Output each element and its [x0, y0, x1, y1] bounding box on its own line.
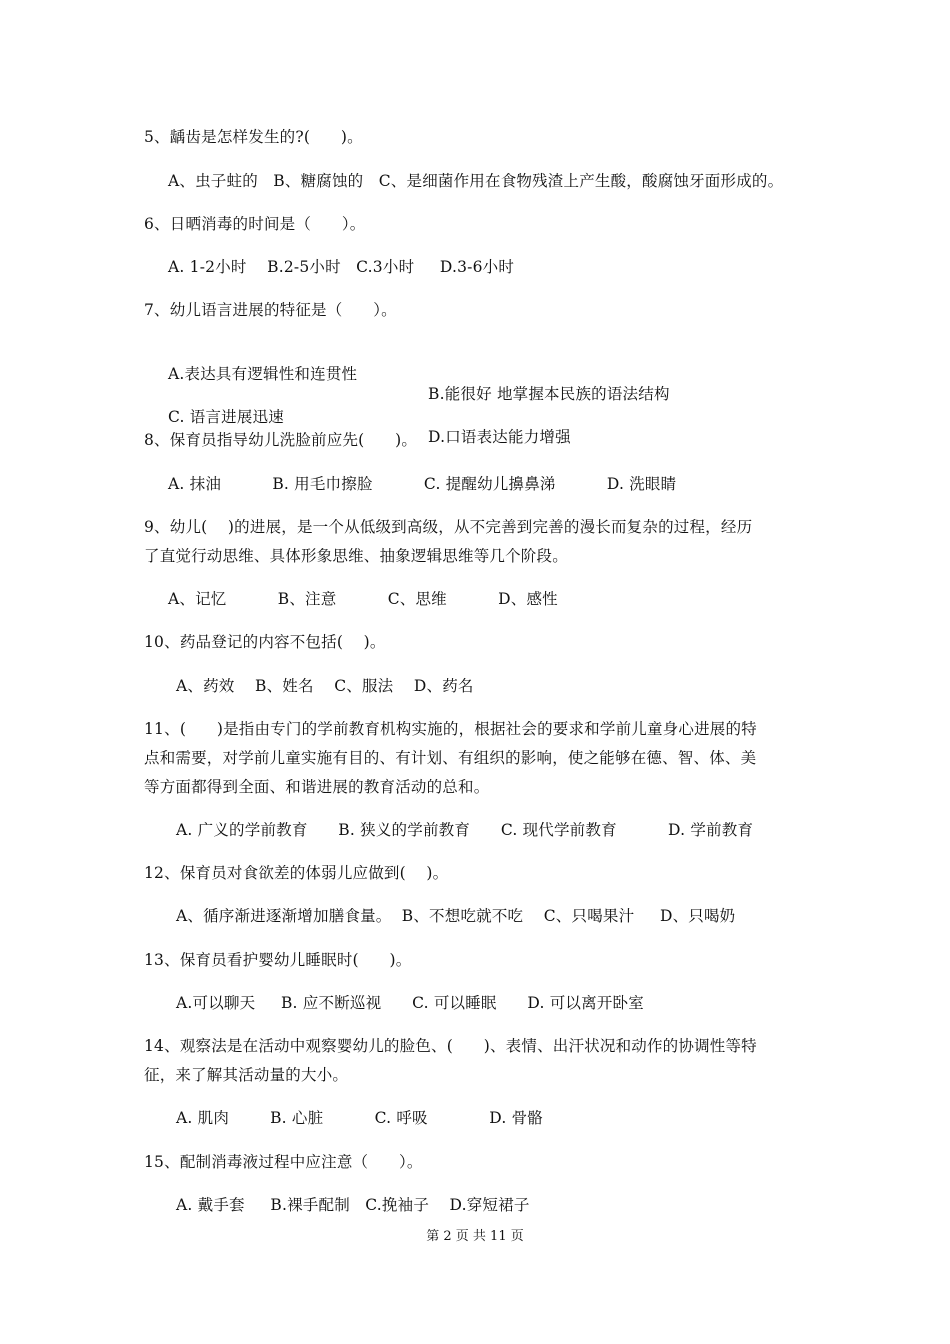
question-5-options: A、虫子蛀的 B、糖腐蚀的 C、是细菌作用在食物残渣上产生酸，酸腐蚀牙面形成的。	[168, 172, 784, 190]
question-11-stem-line2: 点和需要，对学前儿童实施有目的、有计划、有组织的影响，使之能够在德、智、体、美	[144, 749, 757, 767]
question-12-stem: 12、保育员对食欲差的体弱儿应做到( )。	[144, 864, 449, 882]
question-5-stem: 5、龋齿是怎样发生的?( )。	[144, 128, 363, 146]
question-15-options: A. 戴手套 B.裸手配制 C.挽袖子 D.穿短裙子	[176, 1196, 530, 1214]
question-7-stem: 7、幼儿语言进展的特征是（ ）。	[144, 301, 397, 319]
question-7-option-d: D.口语表达能力增强	[428, 428, 571, 446]
question-8-options: A. 抹油 B. 用毛巾擦脸 C. 提醒幼儿擤鼻涕 D. 洗眼睛	[168, 475, 677, 493]
question-7-option-b: B.能很好 地掌握本民族的语法结构	[428, 385, 670, 403]
question-14-options: A. 肌肉 B. 心脏 C. 呼吸 D. 骨骼	[176, 1109, 543, 1127]
question-15-stem: 15、配制消毒液过程中应注意（ ）。	[144, 1153, 423, 1171]
question-10-stem: 10、药品登记的内容不包括( )。	[144, 633, 386, 651]
question-6-stem: 6、日晒消毒的时间是（ ）。	[144, 215, 366, 233]
question-14-stem-line1: 14、观察法是在活动中观察婴幼儿的脸色、( )、表情、出汗状况和动作的协调性等特	[144, 1037, 757, 1055]
question-7-option-a: A.表达具有逻辑性和连贯性	[168, 365, 358, 383]
question-10-options: A、药效 B、姓名 C、服法 D、药名	[176, 677, 474, 695]
question-9-stem-line1: 9、幼儿( )的进展，是一个从低级到高级，从不完善到完善的漫长而复杂的过程，经历	[144, 518, 753, 536]
question-11-options: A. 广义的学前教育 B. 狭义的学前教育 C. 现代学前教育 D. 学前教育	[176, 821, 754, 839]
question-13-options: A.可以聊天 B. 应不断巡视 C. 可以睡眠 D. 可以离开卧室	[176, 994, 644, 1012]
question-13-stem: 13、保育员看护婴幼儿睡眠时( )。	[144, 951, 412, 969]
question-11-stem-line3: 等方面都得到全面、和谐进展的教育活动的总和。	[144, 778, 490, 796]
question-8-stem: 8、保育员指导幼儿洗脸前应先( )。	[144, 431, 418, 449]
question-12-options: A、循序渐进逐渐增加膳食量。 B、不想吃就不吃 C、只喝果汁 D、只喝奶	[176, 907, 736, 925]
page-number-footer: 第 2 页 共 11 页	[426, 1229, 524, 1244]
question-9-stem-line2: 了直觉行动思维、具体形象思维、抽象逻辑思维等几个阶段。	[144, 547, 568, 565]
question-6-options: A. 1-2小时 B.2-5小时 C.3小时 D.3-6小时	[168, 258, 515, 276]
question-7-option-c: C. 语言进展迅速	[168, 408, 284, 426]
question-11-stem-line1: 11、( )是指由专门的学前教育机构实施的，根据社会的要求和学前儿童身心进展的特	[144, 720, 757, 738]
question-9-options: A、记忆 B、注意 C、思维 D、感性	[168, 590, 558, 608]
question-14-stem-line2: 征，来了解其活动量的大小。	[144, 1066, 349, 1084]
